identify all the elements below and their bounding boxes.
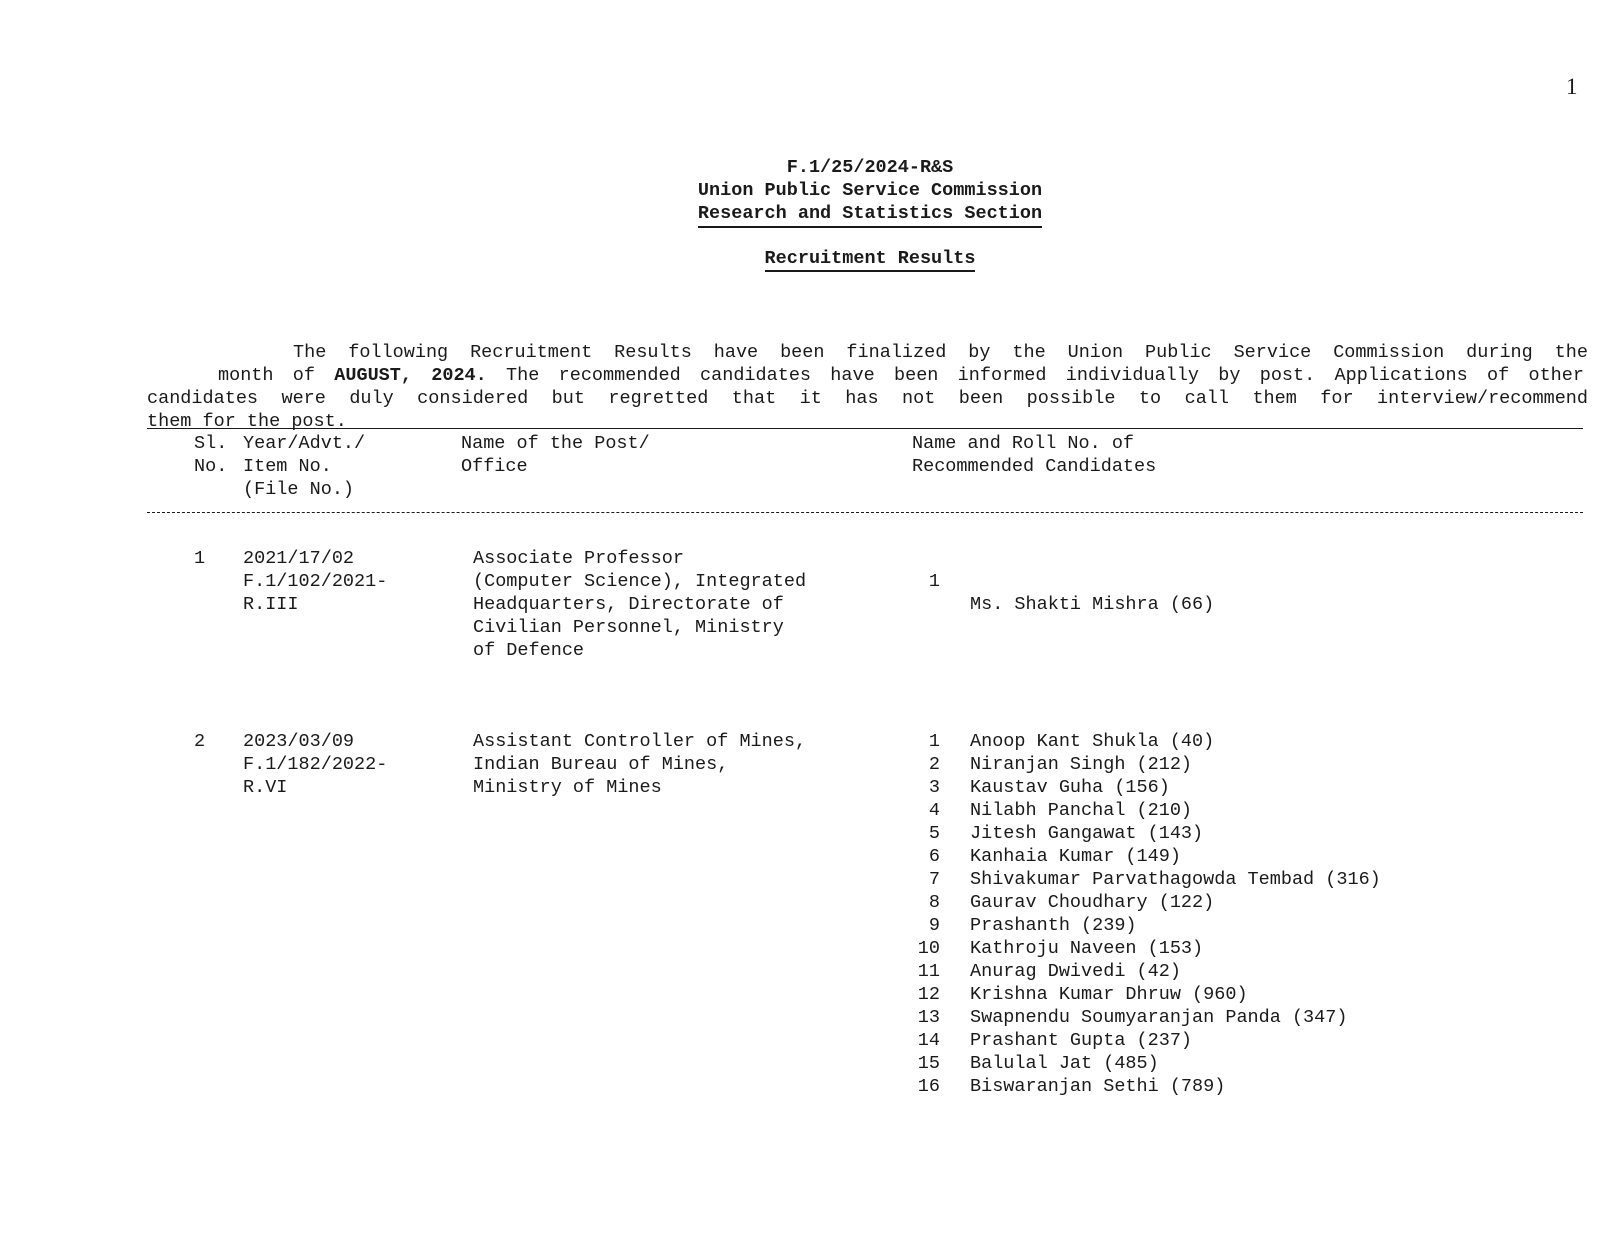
- candidate-name-roll: Kathroju Naveen (153): [970, 938, 1204, 959]
- candidate-name-roll: Swapnendu Soumyaranjan Panda (347): [970, 1007, 1348, 1028]
- candidate-serial: 11: [917, 961, 940, 982]
- candidate-name-roll: Jitesh Gangawat (143): [970, 823, 1204, 844]
- candidate-name-roll: Kaustav Guha (156): [970, 777, 1170, 798]
- candidate-name-roll: Ms. Shakti Mishra (66): [970, 594, 1215, 615]
- candidate-name-roll: Shivakumar Parvathagowda Tembad (316): [970, 869, 1381, 890]
- intro-line-2: month of AUGUST, 2024. The recommended candidates have been informed individually by post. Applications of other: [218, 365, 1584, 386]
- candidate-name-roll: Anurag Dwivedi (42): [970, 961, 1181, 982]
- file-number: F.1/25/2024-R&S: [786, 157, 954, 178]
- list-item: [840, 547, 1440, 615]
- list-item: [840, 845, 1440, 868]
- candidate-serial: 2: [928, 754, 940, 775]
- list-item: [840, 822, 1440, 845]
- candidate-serial: 15: [917, 1053, 940, 1074]
- candidate-serial: 8: [928, 892, 940, 913]
- intro-line-3: candidates were duly considered but regretted that it has not been possible to call them for interview/recommend: [147, 388, 1588, 409]
- intro-month: AUGUST, 2024.: [334, 365, 487, 386]
- candidate-serial: 16: [917, 1076, 940, 1097]
- row-sl-no: 2: [194, 731, 206, 752]
- list-item: [840, 1075, 1440, 1098]
- candidate-name-roll: Krishna Kumar Dhruw (960): [970, 984, 1248, 1005]
- list-item: [840, 937, 1440, 960]
- header-post-office: Name of the Post/ Office: [461, 433, 650, 477]
- intro-line-1: The following Recruitment Results have been finalized by the Union Public Service Commission during the: [293, 342, 1588, 363]
- candidate-name-roll: Biswaranjan Sethi (789): [970, 1076, 1226, 1097]
- row-year-advt-item: 2023/03/09 F.1/182/2022- R.VI: [243, 731, 388, 798]
- candidate-serial: 6: [928, 846, 940, 867]
- list-item: [840, 960, 1440, 983]
- candidate-serial: 1: [928, 731, 940, 752]
- list-item: [840, 753, 1440, 776]
- candidate-name-roll: Niranjan Singh (212): [970, 754, 1193, 775]
- candidate-serial: 5: [928, 823, 940, 844]
- candidate-serial: 14: [917, 1030, 940, 1051]
- candidate-name-roll: Balulal Jat (485): [970, 1053, 1159, 1074]
- list-item: [840, 730, 1440, 753]
- candidate-name-roll: Nilabh Panchal (210): [970, 800, 1193, 821]
- candidate-name-roll: Anoop Kant Shukla (40): [970, 731, 1215, 752]
- page-title: Recruitment Results: [0, 248, 1600, 272]
- table-header-rule: [147, 512, 1583, 513]
- section-name: Research and Statistics Section: [698, 202, 1042, 228]
- list-item: [840, 914, 1440, 937]
- header-sl-no: Sl. No.: [194, 433, 228, 477]
- organization-name: Union Public Service Commission: [697, 180, 1043, 201]
- list-item: [840, 1029, 1440, 1052]
- candidate-serial: 4: [928, 800, 940, 821]
- candidate-name-roll: Prashanth (239): [970, 915, 1137, 936]
- candidate-serial: 12: [917, 984, 940, 1005]
- document-header: [0, 156, 1600, 228]
- list-item: [840, 776, 1440, 799]
- candidate-serial: 9: [928, 915, 940, 936]
- row-sl-no: 1: [194, 548, 206, 569]
- candidate-name-roll: Gaurav Choudhary (122): [970, 892, 1215, 913]
- candidate-serial: 10: [917, 938, 940, 959]
- row-post-office: Assistant Controller of Mines, Indian Bureau of Mines, Ministry of Mines: [473, 731, 807, 798]
- row-post-office: Associate Professor (Computer Science), Integrated Headquarters, Directorate of Civilian Personnel, Ministry of Defence: [473, 548, 807, 661]
- candidate-list: [840, 730, 1440, 1098]
- list-item: [840, 983, 1440, 1006]
- candidate-serial: 1: [928, 571, 940, 592]
- candidate-serial: 13: [917, 1007, 940, 1028]
- list-item: [840, 1006, 1440, 1029]
- list-item: [840, 868, 1440, 891]
- table-top-rule: [147, 428, 1583, 429]
- page-number: 1: [1566, 74, 1578, 99]
- list-item: [840, 799, 1440, 822]
- candidate-list: [840, 547, 1440, 615]
- row-year-advt-item: 2021/17/02 F.1/102/2021- R.III: [243, 548, 388, 615]
- candidate-name-roll: Prashant Gupta (237): [970, 1030, 1193, 1051]
- candidate-serial: 3: [928, 777, 940, 798]
- intro-line-4: them for the post.: [147, 411, 347, 432]
- header-candidates: Name and Roll No. of Recommended Candidates: [912, 433, 1157, 477]
- candidate-serial: 7: [928, 869, 940, 890]
- header-year-advt-item: Year/Advt./ Item No. (File No.): [243, 433, 366, 500]
- candidate-name-roll: Kanhaia Kumar (149): [970, 846, 1181, 867]
- list-item: [840, 1052, 1440, 1075]
- list-item: [840, 891, 1440, 914]
